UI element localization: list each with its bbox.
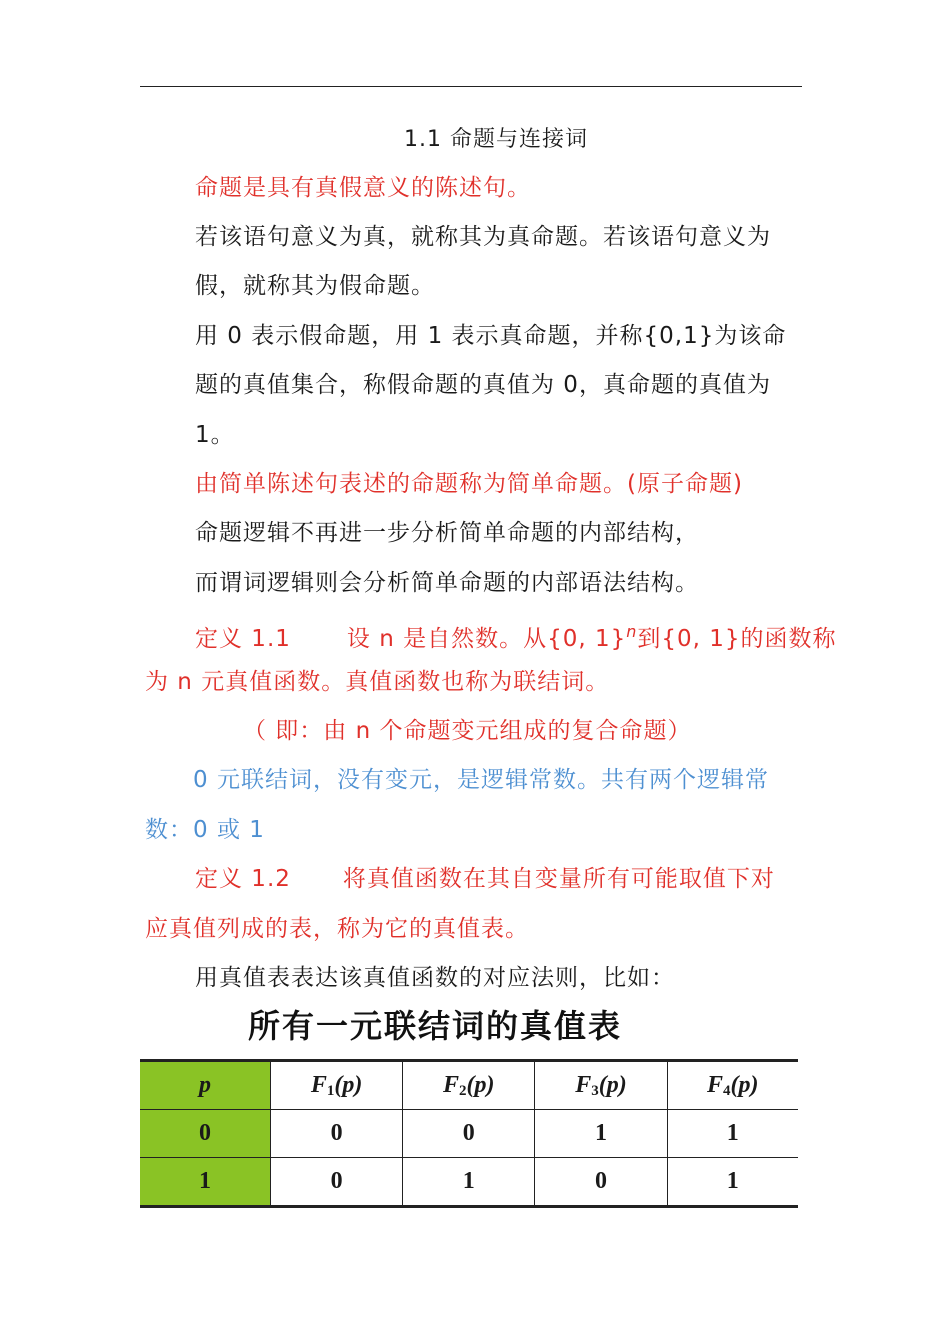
table-cell: 0 — [271, 1110, 403, 1158]
table-cell: 1 — [667, 1110, 798, 1158]
zero-connective-line: 数：0 或 1 — [145, 817, 265, 843]
text-line: 用 0 表示假命题，用 1 表示真命题，并称{0,1}为该命 — [195, 323, 787, 349]
truth-table — [140, 1059, 798, 1208]
text-line: 命题是具有真假意义的陈述句。 — [195, 175, 531, 201]
text-line: 假，就称其为假命题。 — [195, 273, 435, 299]
definition-1-2-continued: 应真值列成的表，称为它的真值表。 — [145, 916, 529, 942]
definition-1-1-continued: 为 n 元真值函数。真值函数也称为联结词。 — [145, 669, 610, 695]
definition-text: 到{0, 1}的函数称 — [637, 626, 837, 652]
definition-label: 定义 1.1 — [195, 626, 291, 652]
table-row — [140, 1110, 798, 1158]
definition-text: 设 n 是自然数。从{0, 1} — [346, 626, 627, 652]
header-cell-f4: $F_4(p)$ — [667, 1061, 798, 1110]
header-cell-f3: $F_3(p)$ — [535, 1061, 667, 1110]
text-line: 由简单陈述句表述的命题称为简单命题。(原子命题) — [195, 471, 743, 497]
header-cell-f2: $F_2(p)$ — [403, 1061, 535, 1110]
text-line: 命题逻辑不再进一步分析简单命题的内部结构， — [195, 520, 699, 546]
definition-1-2 — [195, 864, 775, 894]
table-cell: 1 — [667, 1158, 798, 1207]
table-cell: 0 — [140, 1110, 271, 1158]
zero-connective-line: 0 元联结词，没有变元，是逻辑常数。共有两个逻辑常 — [193, 767, 769, 793]
table-cell: 1 — [140, 1158, 271, 1207]
section-heading: 1.1 命题与连接词 — [404, 127, 588, 152]
text-line: 若该语句意义为真，就称其为真命题。若该语句意义为 — [195, 224, 771, 250]
table-row — [140, 1158, 798, 1207]
definition-1-1 — [195, 617, 837, 654]
truth-table-title: 所有一元联结词的真值表 — [247, 1007, 622, 1045]
table-cell: 1 — [403, 1158, 535, 1207]
definition-label: 定义 1.2 — [195, 866, 291, 892]
text-line: 1。 — [195, 422, 235, 448]
header-cell-f1: $F_1(p)$ — [271, 1061, 403, 1110]
table-header-row — [140, 1061, 798, 1110]
table-cell: 0 — [403, 1110, 535, 1158]
definition-1-1-note: （ 即：由 n 个命题变元组成的复合命题） — [243, 718, 692, 744]
header-rule — [140, 86, 802, 87]
text-line: 而谓词逻辑则会分析简单命题的内部语法结构。 — [195, 570, 699, 596]
definition-text: 将真值函数在其自变量所有可能取值下对 — [342, 866, 775, 892]
table-cell: 0 — [535, 1158, 667, 1207]
text-line: 题的真值集合，称假命题的真值为 0，真命题的真值为 — [195, 372, 771, 398]
table-cell: 1 — [535, 1110, 667, 1158]
usage-line: 用真值表表达该真值函数的对应法则，比如： — [195, 965, 675, 991]
table-cell: 0 — [271, 1158, 403, 1207]
header-cell-p: p — [140, 1061, 271, 1110]
superscript-n: n — [626, 622, 638, 641]
